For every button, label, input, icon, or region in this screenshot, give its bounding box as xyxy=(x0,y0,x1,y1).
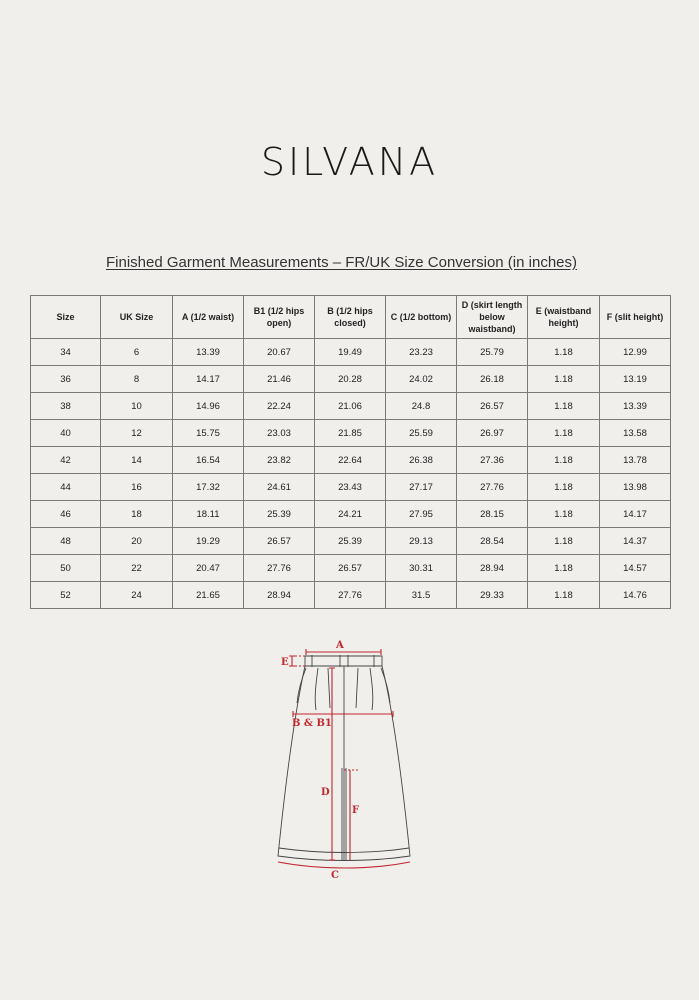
header-e: E (waistband height) xyxy=(528,296,600,339)
table-cell: 1.18 xyxy=(528,501,600,528)
pocket-lines xyxy=(297,668,390,703)
table-cell: 27.76 xyxy=(244,555,315,582)
table-cell: 20.47 xyxy=(173,555,244,582)
table-row xyxy=(31,501,671,528)
table-cell: 1.18 xyxy=(528,420,600,447)
label-b: B & B1 xyxy=(292,718,332,729)
table-cell: 23.23 xyxy=(386,339,457,366)
measure-d-line xyxy=(329,668,335,860)
table-cell: 1.18 xyxy=(528,555,600,582)
table-cell: 1.18 xyxy=(528,474,600,501)
table-cell: 25.39 xyxy=(244,501,315,528)
table-cell: 28.54 xyxy=(457,528,528,555)
header-uk-size: UK Size xyxy=(101,296,173,339)
header-d: D (skirt length below waistband) xyxy=(457,296,528,339)
table-cell: 10 xyxy=(101,393,173,420)
measure-b-line xyxy=(293,711,393,717)
table-cell: 1.18 xyxy=(528,447,600,474)
table-row xyxy=(31,555,671,582)
table-cell: 52 xyxy=(31,582,101,609)
table-row xyxy=(31,393,671,420)
measure-e-guide xyxy=(295,656,305,666)
table-cell: 13.39 xyxy=(173,339,244,366)
table-cell: 14.17 xyxy=(173,366,244,393)
table-row xyxy=(31,420,671,447)
table-cell: 27.95 xyxy=(386,501,457,528)
table-cell: 42 xyxy=(31,447,101,474)
table-cell: 27.17 xyxy=(386,474,457,501)
header-a: A (1/2 waist) xyxy=(173,296,244,339)
table-header-row xyxy=(31,296,671,339)
belt-loops xyxy=(312,655,374,667)
table-cell: 21.65 xyxy=(173,582,244,609)
table-body xyxy=(31,339,671,609)
table-cell: 26.57 xyxy=(244,528,315,555)
table-cell: 13.58 xyxy=(600,420,671,447)
table-cell: 26.97 xyxy=(457,420,528,447)
table-cell: 1.18 xyxy=(528,339,600,366)
table-cell: 22 xyxy=(101,555,173,582)
table-cell: 29.33 xyxy=(457,582,528,609)
table-cell: 18.11 xyxy=(173,501,244,528)
table-row xyxy=(31,339,671,366)
waistband-shape xyxy=(305,656,382,666)
table-cell: 26.18 xyxy=(457,366,528,393)
table-cell: 26.57 xyxy=(457,393,528,420)
table-cell: 1.18 xyxy=(528,528,600,555)
label-a: A xyxy=(336,640,344,651)
table-cell: 27.36 xyxy=(457,447,528,474)
label-e: E xyxy=(281,657,289,668)
table-cell: 19.49 xyxy=(315,339,386,366)
table-cell: 13.78 xyxy=(600,447,671,474)
table-cell: 13.98 xyxy=(600,474,671,501)
table-cell: 20.67 xyxy=(244,339,315,366)
header-c: C (1/2 bottom) xyxy=(386,296,457,339)
table-caption: Finished Garment Measurements – FR/UK Size Conversion (in inches) xyxy=(105,254,577,271)
table-cell: 28.94 xyxy=(244,582,315,609)
table-cell: 24.02 xyxy=(386,366,457,393)
table-cell: 13.19 xyxy=(600,366,671,393)
table-cell: 14.76 xyxy=(600,582,671,609)
table-row xyxy=(31,447,671,474)
measure-e-line xyxy=(289,656,295,666)
table-cell: 15.75 xyxy=(173,420,244,447)
table-cell: 20 xyxy=(101,528,173,555)
measure-labels xyxy=(281,640,359,881)
table-cell: 36 xyxy=(31,366,101,393)
table-cell: 26.57 xyxy=(315,555,386,582)
table-cell: 17.32 xyxy=(173,474,244,501)
table-cell: 18 xyxy=(101,501,173,528)
table-cell: 25.59 xyxy=(386,420,457,447)
table-cell: 14.96 xyxy=(173,393,244,420)
table-cell: 6 xyxy=(101,339,173,366)
table-cell: 30.31 xyxy=(386,555,457,582)
table-cell: 8 xyxy=(101,366,173,393)
table-cell: 22.64 xyxy=(315,447,386,474)
label-d: D xyxy=(321,787,330,798)
skirt-diagram xyxy=(270,638,420,883)
table-cell: 13.39 xyxy=(600,393,671,420)
header-f: F (slit height) xyxy=(600,296,671,339)
table-cell: 23.03 xyxy=(244,420,315,447)
table-cell: 40 xyxy=(31,420,101,447)
skirt-outline xyxy=(278,655,410,861)
header-size: Size xyxy=(31,296,101,339)
table-cell: 20.28 xyxy=(315,366,386,393)
table-cell: 14 xyxy=(101,447,173,474)
table-cell: 12 xyxy=(101,420,173,447)
table-cell: 1.18 xyxy=(528,582,600,609)
table-cell: 12.99 xyxy=(600,339,671,366)
table-cell: 34 xyxy=(31,339,101,366)
table-cell: 22.24 xyxy=(244,393,315,420)
table-cell: 14.17 xyxy=(600,501,671,528)
table-cell: 29.13 xyxy=(386,528,457,555)
table-cell: 16.54 xyxy=(173,447,244,474)
table-cell: 21.46 xyxy=(244,366,315,393)
label-c: C xyxy=(331,870,339,881)
label-f: F xyxy=(352,805,360,816)
size-chart-table xyxy=(30,295,671,609)
table-row xyxy=(31,366,671,393)
table-cell: 14.37 xyxy=(600,528,671,555)
table-cell: 25.79 xyxy=(457,339,528,366)
table-cell: 28.15 xyxy=(457,501,528,528)
table-cell: 24.8 xyxy=(386,393,457,420)
table-row xyxy=(31,528,671,555)
table-cell: 28.94 xyxy=(457,555,528,582)
table-cell: 24 xyxy=(101,582,173,609)
table-cell: 26.38 xyxy=(386,447,457,474)
table-cell: 1.18 xyxy=(528,366,600,393)
table-cell: 27.76 xyxy=(457,474,528,501)
table-row xyxy=(31,474,671,501)
header-b1: B1 (1/2 hips open) xyxy=(244,296,315,339)
table-cell: 1.18 xyxy=(528,393,600,420)
table-cell: 38 xyxy=(31,393,101,420)
table-cell: 25.39 xyxy=(315,528,386,555)
table-cell: 21.85 xyxy=(315,420,386,447)
table-cell: 23.43 xyxy=(315,474,386,501)
measure-c-line xyxy=(278,862,410,868)
table-cell: 27.76 xyxy=(315,582,386,609)
table-cell: 31.5 xyxy=(386,582,457,609)
header-b: B (1/2 hips closed) xyxy=(315,296,386,339)
table-row xyxy=(31,582,671,609)
table-cell: 48 xyxy=(31,528,101,555)
table-cell: 19.29 xyxy=(173,528,244,555)
table-cell: 23.82 xyxy=(244,447,315,474)
table-cell: 24.61 xyxy=(244,474,315,501)
table-cell: 14.57 xyxy=(600,555,671,582)
brand-title: SILVANA xyxy=(260,140,439,184)
table-cell: 21.06 xyxy=(315,393,386,420)
table-cell: 50 xyxy=(31,555,101,582)
table-cell: 16 xyxy=(101,474,173,501)
table-cell: 24.21 xyxy=(315,501,386,528)
table-cell: 46 xyxy=(31,501,101,528)
table-cell: 44 xyxy=(31,474,101,501)
